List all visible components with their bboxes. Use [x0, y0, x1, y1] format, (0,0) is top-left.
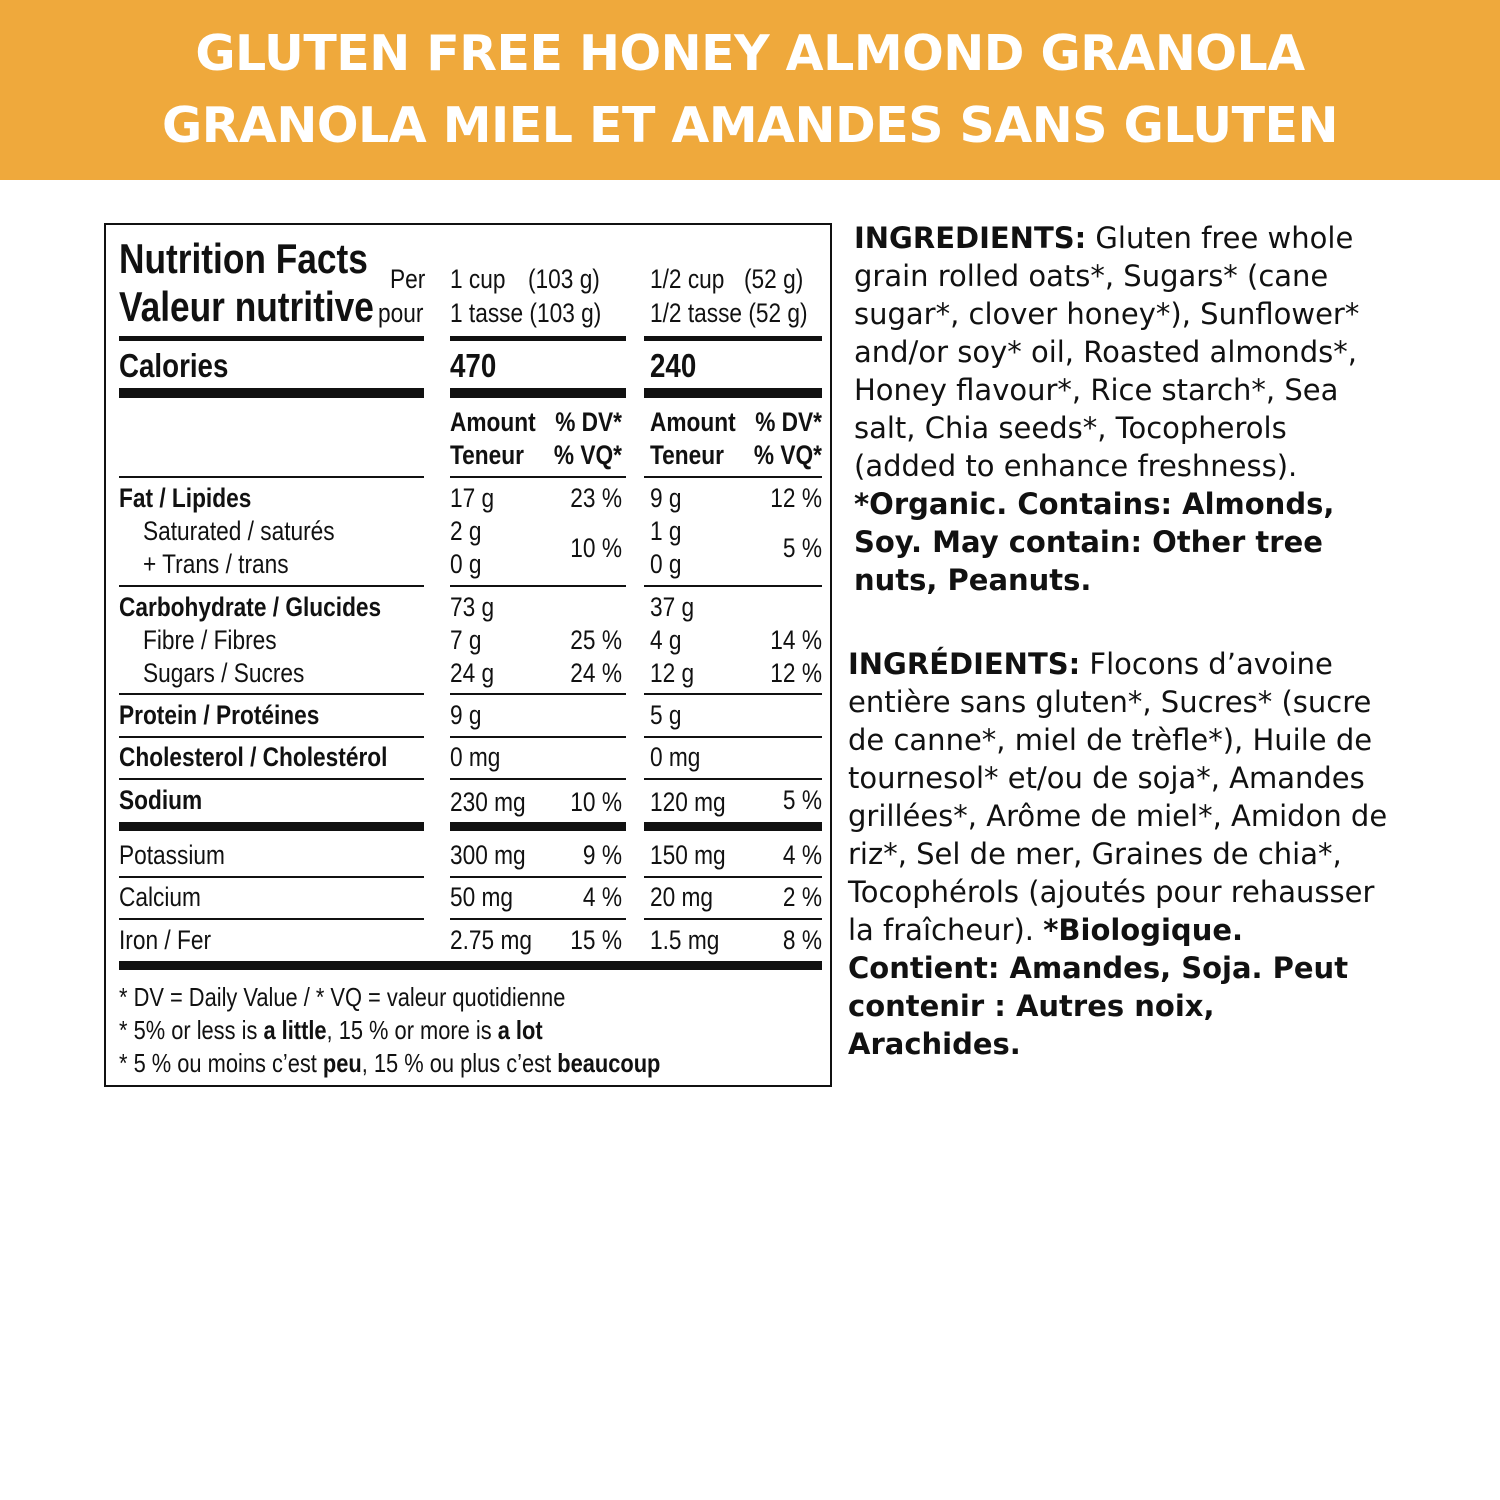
serving-size-1-grams: (103 g) [528, 264, 600, 294]
amount-1: 50 mg [450, 882, 514, 912]
dv-1: 25 % [570, 625, 622, 655]
divider [644, 336, 822, 341]
amount-1: 2 g [450, 516, 482, 546]
serving-size-2-en: 1/2 cup [650, 264, 725, 294]
thick-divider [119, 822, 424, 831]
amount-1: 17 g [450, 483, 495, 513]
ingredients-allergen-statement: *Organic. Contains: Almonds, Soy. May contain: Other tree nuts, Peanuts. [854, 487, 1335, 597]
amount-1: 9 g [450, 700, 482, 730]
divider [119, 693, 424, 695]
per-label: Per [390, 264, 426, 294]
amount-1: 24 g [450, 658, 495, 688]
dv-2: 12 % [770, 483, 822, 513]
divider [119, 918, 424, 920]
ingredients-french [848, 645, 1396, 1063]
footnote-dv-definition: * DV = Daily Value / * VQ = valeur quotidienne [119, 982, 566, 1012]
product-title-fr: GRANOLA MIEL ET AMANDES SANS GLUTEN [161, 97, 1338, 154]
dv-1: 24 % [570, 658, 622, 688]
amount-2: 120 mg [650, 787, 726, 817]
dv-header-2: % DV* [755, 407, 822, 437]
amount-2: 37 g [650, 592, 695, 622]
amount-2: 9 g [650, 483, 682, 513]
nutrient-label: Fibre / Fibres [143, 625, 277, 655]
nutrient-label: Cholesterol / Cholestérol [119, 742, 388, 772]
divider [450, 918, 626, 920]
serving-size-1-en: 1 cup [450, 264, 506, 294]
nutrient-label: Potassium [119, 840, 225, 870]
ingredients-text: Gluten free whole grain rolled oats*, Sugars* (cane sugar*, clover honey*), Sunflower* and/or soy* oil, Roasted almonds*, Honey flavour*, Rice starch*, Sea salt, Chia seeds*, Tocopherols (added to enhance freshness). [854, 221, 1360, 483]
product-title-banner [0, 0, 1500, 180]
dv-1: 4 % [582, 882, 622, 912]
dv-2: 12 % [770, 658, 822, 688]
footnote-text: , 15 % or more is [326, 1015, 498, 1045]
amount-header-1: Amount [450, 407, 536, 437]
footnote-text: , 15 % ou plus c’est [361, 1048, 558, 1078]
dv-2: 14 % [770, 625, 822, 655]
amount-1: 73 g [450, 592, 495, 622]
ingredients-text: Flocons d’avoine entière sans gluten*, Sucres* (sucre de canne*, miel de trèfle*), Huile de tournesol* et/ou de soja*, Amandes grillées*, Arôme de miel*, Amidon de riz*, Sel de mer, Graines de chia*, Tocophérols (ajoutés pour rehausser la fraîcheur). [848, 647, 1388, 947]
dv-1: 9 % [582, 840, 622, 870]
thick-divider [450, 388, 626, 398]
divider [644, 778, 822, 780]
amount-1: 0 mg [450, 742, 501, 772]
sat-trans-dv-2: 5 % [782, 533, 822, 563]
divider [119, 585, 424, 587]
divider [119, 336, 424, 341]
amount-1: 300 mg [450, 840, 526, 870]
thick-divider [119, 388, 424, 398]
dv-1: 23 % [570, 483, 622, 513]
nutrient-label: Sodium [119, 785, 203, 815]
serving-size-1-fr: 1 tasse (103 g) [450, 298, 602, 328]
amount-2: 150 mg [650, 840, 726, 870]
thick-divider [119, 961, 822, 970]
thick-divider [644, 822, 822, 831]
dv-2: 5 % [782, 785, 822, 815]
divider [450, 736, 626, 738]
footnote-text: * 5% or less is [119, 1015, 264, 1045]
teneur-header-2: Teneur [650, 440, 724, 470]
divider [644, 476, 822, 478]
thick-divider [450, 822, 626, 831]
amount-2: 1.5 mg [650, 925, 720, 955]
dv-1: 15 % [570, 925, 622, 955]
amount-2: 12 g [650, 658, 695, 688]
ingredients-english [854, 219, 1396, 599]
ingredients-heading: INGRÉDIENTS: [848, 647, 1081, 681]
divider [644, 918, 822, 920]
vq-header-2: % VQ* [753, 440, 822, 470]
divider [644, 585, 822, 587]
footnote-french [119, 1047, 660, 1079]
teneur-header-1: Teneur [450, 440, 524, 470]
amount-2: 1 g [650, 516, 682, 546]
pour-label: pour [378, 298, 424, 328]
footnote-emphasis: peu [322, 1048, 362, 1078]
amount-2: 4 g [650, 625, 682, 655]
dv-header-1: % DV* [555, 407, 622, 437]
divider [450, 778, 626, 780]
amount-2: 20 mg [650, 882, 714, 912]
nutrition-facts-panel [104, 223, 832, 1087]
sat-trans-dv-1: 10 % [570, 533, 622, 563]
divider [119, 476, 424, 478]
serving-size-2-grams: (52 g) [744, 264, 804, 294]
dv-2: 2 % [782, 882, 822, 912]
calories-value-1: 470 [450, 347, 497, 384]
amount-1: 7 g [450, 625, 482, 655]
calories-label: Calories [119, 347, 229, 384]
ingredients-heading: INGREDIENTS: [854, 221, 1087, 255]
divider [450, 336, 626, 341]
nutrient-label: Protein / Protéines [119, 700, 320, 730]
dv-1: 10 % [570, 787, 622, 817]
divider [119, 778, 424, 780]
dv-2: 8 % [782, 925, 822, 955]
nutrient-label: Saturated / saturés [143, 516, 335, 546]
dv-2: 4 % [782, 840, 822, 870]
divider [119, 876, 424, 878]
amount-1: 0 g [450, 549, 482, 579]
divider [644, 693, 822, 695]
amount-2: 0 mg [650, 742, 701, 772]
ingredients-allergen-statement: *Biologique. Contient: Amandes, Soja. Peut contenir : Autres noix, Arachides. [848, 913, 1349, 1061]
divider [450, 476, 626, 478]
amount-1: 230 mg [450, 787, 526, 817]
nutrient-label: Iron / Fer [119, 925, 212, 955]
amount-1: 2.75 mg [450, 925, 532, 955]
nutrient-label: Fat / Lipides [119, 483, 252, 513]
nutrient-label: Calcium [119, 882, 201, 912]
footnote-emphasis: beaucoup [557, 1048, 661, 1078]
divider [644, 876, 822, 878]
amount-header-2: Amount [650, 407, 736, 437]
nutrient-label: Carbohydrate / Glucides [119, 592, 382, 622]
nutrition-title-fr: Valeur nutritive [119, 283, 374, 330]
divider [644, 736, 822, 738]
calories-value-2: 240 [650, 347, 697, 384]
nutrition-title-en: Nutrition Facts [119, 235, 368, 282]
divider [450, 585, 626, 587]
footnote-emphasis: a little [263, 1015, 327, 1045]
divider [450, 693, 626, 695]
serving-size-2-fr: 1/2 tasse (52 g) [650, 298, 808, 328]
nutrient-label: + Trans / trans [143, 549, 289, 579]
divider [450, 876, 626, 878]
footnote-english [119, 1014, 543, 1046]
thick-divider [644, 388, 822, 398]
footnote-text: * 5 % ou moins c’est [119, 1048, 323, 1078]
vq-header-1: % VQ* [553, 440, 622, 470]
footnote-emphasis: a lot [497, 1015, 543, 1045]
amount-2: 5 g [650, 700, 682, 730]
nutrient-label: Sugars / Sucres [143, 658, 305, 688]
product-title-en: GLUTEN FREE HONEY ALMOND GRANOLA [195, 25, 1305, 82]
divider [119, 736, 424, 738]
amount-2: 0 g [650, 549, 682, 579]
